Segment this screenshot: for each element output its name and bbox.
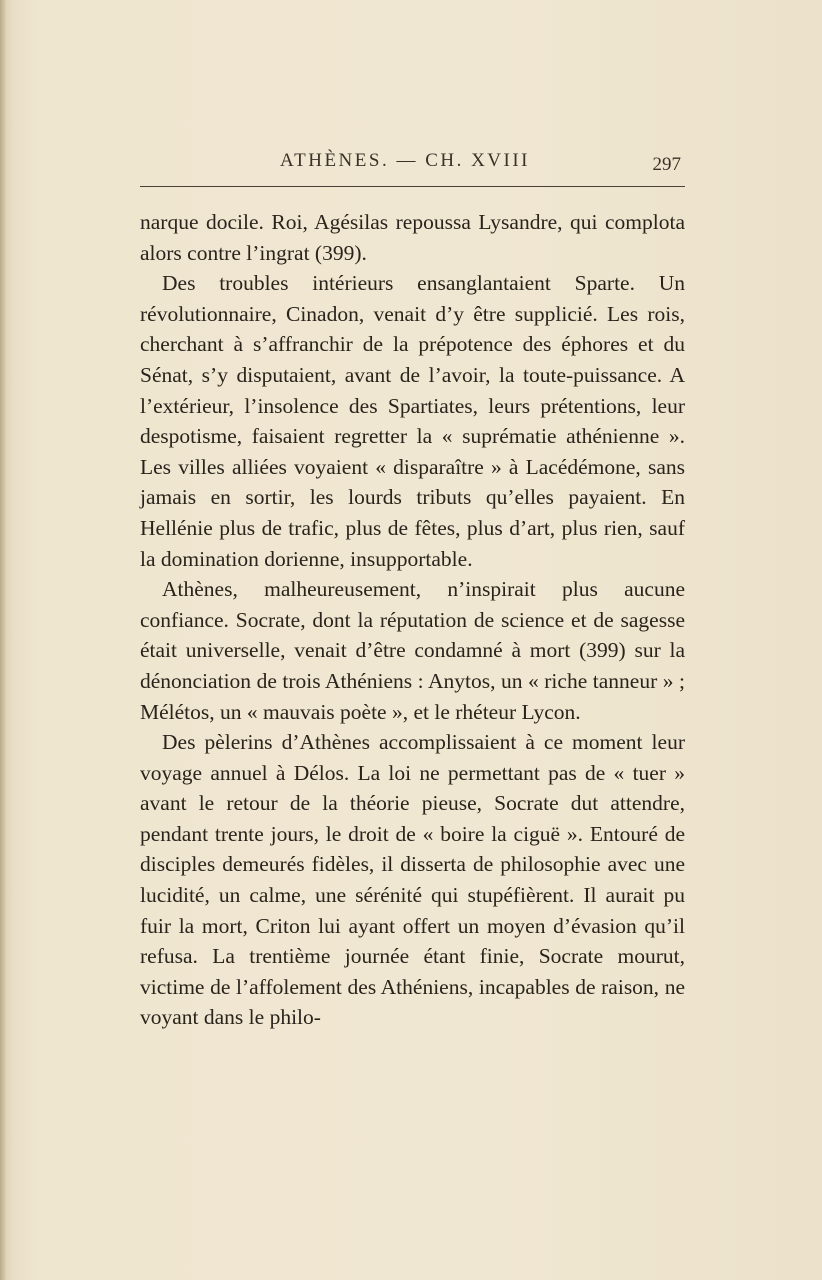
body-text — [140, 207, 685, 1033]
page-header — [140, 150, 685, 186]
paragraph-delos: Des pèlerins d’Athènes accomplissaient à ce moment leur voyage annuel à Délos. La loi ne permettant pas de « tuer » avant le retour de la théorie pieuse, Socrate dut attendre, pendant trente jours, le droit de « boire la ciguë ». Entouré de disciples demeurés fidèles, il disserta de philosophie avec une lucidité, un calme, une sérénité qui stupéfièrent. Il aurait pu fuir la mort, Criton lui ayant offert un moyen d’évasion qu’il refusa. La trentième journée étant finie, Socrate mourut, victime de l’affolement des Athéniens, incapables de raison, ne voyant dans le philo- — [140, 730, 685, 1030]
header-rule — [140, 186, 685, 187]
paragraph-sparte: Des troubles intérieurs ensanglantaient Sparte. Un révolutionnaire, Cinadon, venait d’y être supplicié. Les rois, cherchant à s’affranchir de la prépotence des éphores et du Sénat, s’y disputaient, avant de l’avoir, la toute-puissance. A l’extérieur, l’insolence des Spartiates, leurs prétentions, leur despotisme, faisaient regretter la « suprématie athénienne ». Les villes alliées voyaient « disparaître » à Lacédémone, sans jamais en sortir, les lourds tributs qu’elles payaient. En Hellénie plus de trafic, plus de fêtes, plus d’art, plus rien, sauf la domination dorienne, insupportable. — [140, 271, 685, 571]
paragraph-socrate-condamne: Athènes, malheureusement, n’inspirait plus aucune confiance. Socrate, dont la réputation de science et de sagesse était universelle, venait d’être condamné à mort (399) sur la dénonciation de trois Athéniens : Anytos, un « riche tanneur » ; Mélétos, un « mauvais poète », et le rhéteur Lycon. — [140, 577, 685, 724]
paragraph-continued: narque docile. Roi, Agésilas repoussa Lysandre, qui complota alors contre l’ingrat (399). — [140, 210, 685, 265]
page-binding-edge — [0, 0, 6, 1280]
page-number: 297 — [652, 154, 681, 175]
running-title: ATHÈNES. — CH. XVIII — [280, 150, 531, 171]
